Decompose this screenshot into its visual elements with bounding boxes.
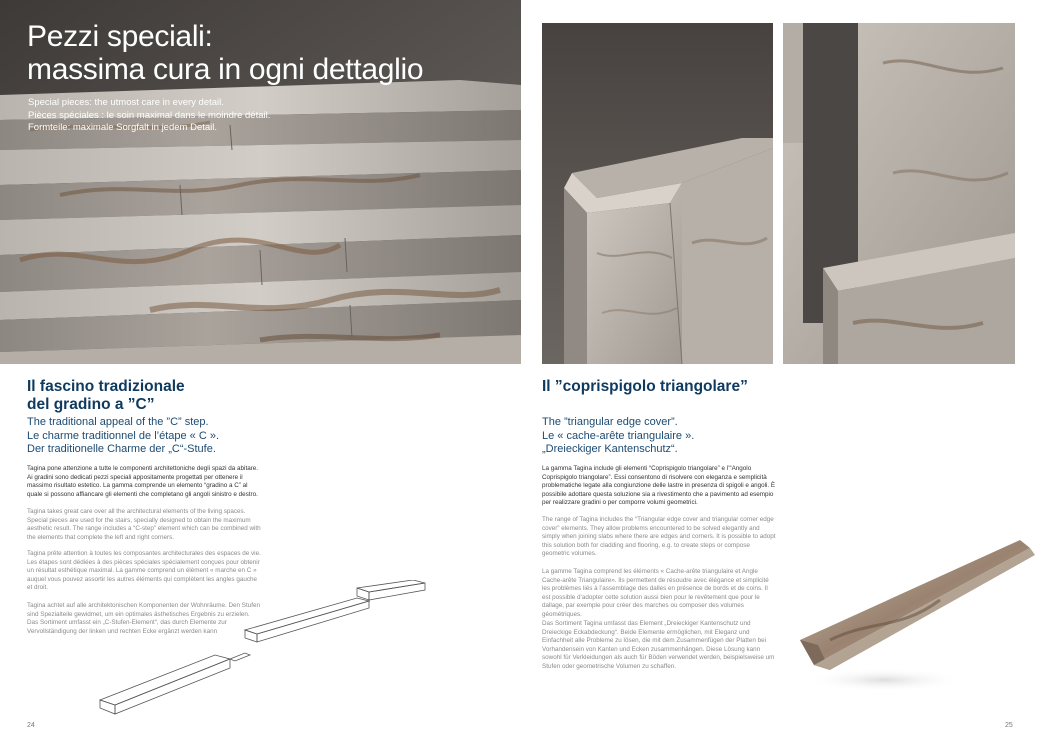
triangular-edge-cover-illustration [542, 23, 773, 364]
page-number-right: 25 [1005, 722, 1013, 729]
right-body-german: Das Sortiment Tagina umfasst das Element „Dreieckiger Kantenschutz und Dreieckige Eckabdeckung“. Beide Elemente ermöglichen, mit Eleganz und Einfachheit alle Probleme zu lösen, die mit dem Zusammenfügen der Platten bei Vorhandensein von Kanten und Ecken zusammenhängen. Diese Lösung kann sowohl für Verkleidungen als auch für Böden verwendet werden, beispielsweise um Stufen oder geometrische Volumen zu schaffen. [542, 620, 775, 670]
left-subheading-line: The traditional appeal of the ”C” step. [27, 416, 209, 428]
right-body-french: La gamme Tagina comprend les éléments « Cache-arête triangulaire et Angle Cache-arête Triangulaire». Ils permettent de résoudre avec élégance et simplicité les problèmes liés à l’assemblage des dalles en présence de bords et de coins. Il est possible d’adopter cette solution aussi bien pour le revêtement que pour le dallage, par exemple pour créer des marches ou composer des volumes géométriques. [542, 568, 769, 618]
edge-detail-photo [783, 23, 1015, 364]
hero-subtitle-line: Pièces spéciales : le soin maximal dans le moindre détail. [28, 109, 271, 121]
hero-subtitle-line: Special pieces: the utmost care in every detail. [28, 97, 224, 108]
right-subheading-line: The ”triangular edge cover”. [542, 416, 678, 428]
left-heading [27, 378, 185, 414]
marble-step-edge-illustration [783, 23, 1015, 364]
left-body-german: Tagina achtet auf alle architektonischen Komponenten der Wohnräume. Den Stufen sind Spezialteile gewidmet, um ein optimales ästhetisches Ergebnis zu erzielen. Das Sortiment umfasst ein „C-Stufen-Element“, das durch Elemente zur Vervollständigung der linken und rechten Ecke ergänzt werden kann [27, 602, 261, 635]
right-body-italian: La gamma Tagina include gli elementi “Coprispigolo triangolare” e l’“Angolo Coprispigolo triangolare”. Essi consentono di risolvere con eleganza e semplicità problematiche legate alla congiunzione delle lastre in presenza di spigoli e angoli. È possibile adottare questa soluzione sia a rivestimento che a pavimento ad esempio per realizzare gradini o per comporre volumi geometrici. [542, 465, 776, 507]
hero-title-line: Pezzi speciali: [27, 20, 213, 53]
left-body-english: Tagina takes great care over all the architectural elements of the living spaces. Special pieces are used for the stairs, specially designed to obtain the maximum aesthetic result. The range includes a “C-step” element which can be combined with the elements that complete the left and right corners. [27, 508, 261, 541]
triangular-edge-product-image [790, 520, 1040, 710]
hero-title [27, 20, 423, 86]
right-subheading [542, 416, 694, 457]
right-subheading-line: Le « cache-arête triangulaire ». [542, 429, 695, 442]
right-heading: Il ”coprispigolo triangolare” [542, 378, 748, 395]
hero-title-line: massima cura in ogni dettaglio [27, 53, 424, 86]
left-heading-line: Il fascino tradizionale [27, 378, 185, 395]
hero-subtitle [28, 97, 270, 135]
left-heading-line: del gradino a ”C” [27, 396, 155, 413]
hero-stairs-photo [0, 0, 521, 364]
right-body-english: The range of Tagina includes the “Triangular edge cover and triangular corner edge cover” elements. They allow problems encountered to be solved elegantly and simply when joining slabs where there are edges and corners. It is possible to adopt this solution both for cladding and flooring, e.g. to create steps or compose geometric volumes. [542, 516, 776, 558]
right-subheading-line: „Dreieckiger Kantenschutz“. [542, 443, 678, 455]
page-number-left: 24 [27, 722, 35, 729]
left-subheading [27, 416, 219, 457]
edge-cover-photo [542, 23, 773, 364]
left-body-italian: Tagina pone attenzione a tutte le componenti architettoniche degli spazi da abitare. Ai gradini sono dedicati pezzi speciali appositamente progettati per ottenere il massimo risultato estetico. La gamma comprende un elemento “gradino a C” al quale si possono affiancare gli elementi che completano gli angoli sinistro e destro. [27, 465, 259, 498]
left-subheading-line: Le charme traditionnel de l’étape « C ». [27, 429, 220, 442]
c-step-line-drawing [95, 580, 435, 720]
hero-subtitle-line: Formteile: maximale Sorgfalt in jedem Detail. [28, 122, 218, 133]
left-subheading-line: Der traditionelle Charme der „C“-Stufe. [27, 443, 216, 455]
left-body-french: Tagina prête attention à toutes les composantes architecturales des espaces de vie. Les étapes sont dédiées à des pièces spéciales spécialement conçues pour obtenir un résultat esthétique maximal. La gamme comprend un élément « marche en C » auquel vous pouvez assortir les autres éléments qui complètent les angles gauche et droit. [27, 550, 261, 592]
